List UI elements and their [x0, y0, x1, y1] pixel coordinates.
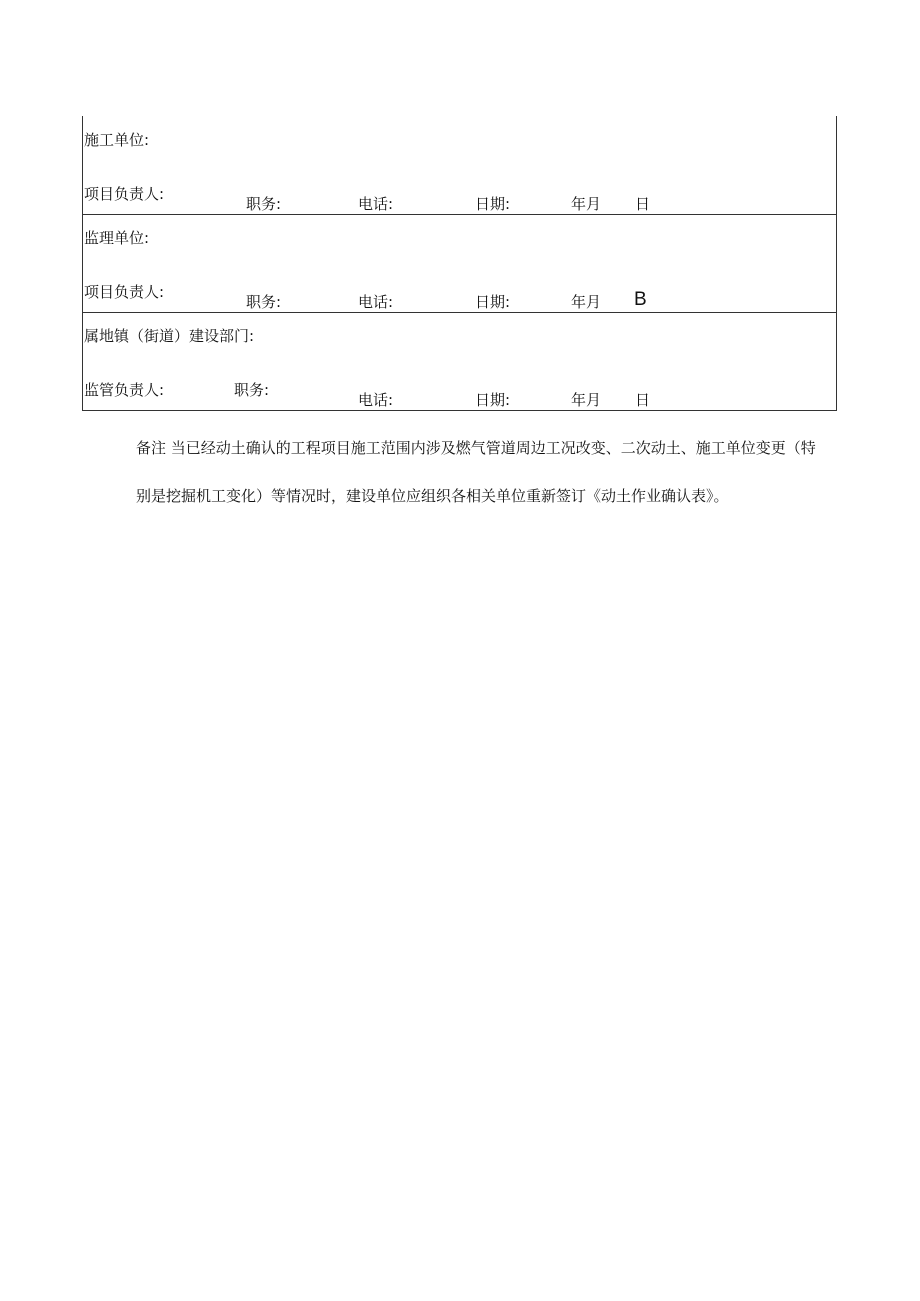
table-bottom-border [82, 410, 837, 411]
date-label: 日期: [475, 195, 511, 213]
date-label: 日期: [475, 293, 511, 311]
day-label: 日 [635, 391, 651, 409]
date-label: 日期: [475, 391, 511, 409]
year-month-label: 年月 [571, 391, 602, 409]
project-manager-label: 项目负责人: [84, 283, 165, 301]
construction-unit-label: 施工单位: [84, 131, 150, 149]
project-manager-label: 项目负责人: [84, 185, 165, 203]
position-label: 职务: [246, 293, 282, 311]
local-department-label: 属地镇（街道）建设部门: [84, 327, 255, 345]
supervision-unit-label: 监理单位: [84, 229, 150, 247]
remark-line-2: 别是挖掘机工变化）等情况时，建设单位应组织各相关单位重新签订《动土作业确认表》。 [136, 487, 729, 505]
construction-unit-section [82, 116, 837, 214]
supervisor-label: 监管负责人: [84, 381, 165, 399]
remark-line-1: 备注 当已经动土确认的工程项目施工范围内涉及燃气管道周边工况改变、二次动土、施工单位变更（特 [136, 439, 816, 457]
local-department-section [82, 312, 837, 410]
phone-label: 电话: [358, 391, 394, 409]
year-month-label: 年月 [571, 195, 602, 213]
supervision-unit-section [82, 214, 837, 312]
day-label: 日 [635, 195, 651, 213]
day-label: B [634, 289, 647, 310]
confirmation-form-table [82, 116, 837, 411]
position-label: 职务: [246, 195, 282, 213]
position-label: 职务: [234, 381, 270, 399]
phone-label: 电话: [358, 293, 394, 311]
phone-label: 电话: [358, 195, 394, 213]
year-month-label: 年月 [571, 293, 602, 311]
